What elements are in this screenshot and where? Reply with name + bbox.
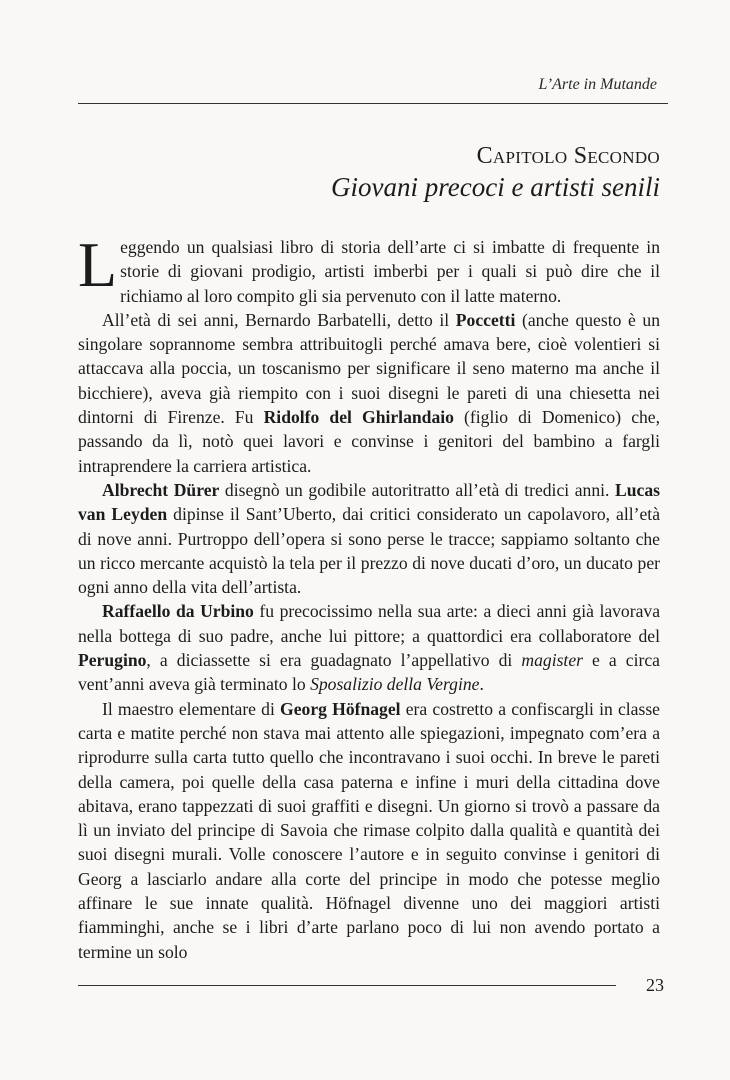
paragraph-text: fu precocissimo nella sua arte: a dieci anni già lavorava nella bottega di suo padre, anche lui pittore; a quattordici era collaboratore del bbox=[78, 601, 661, 646]
footer-rule bbox=[78, 985, 616, 986]
artist-name: Albrecht Dürer bbox=[102, 479, 220, 500]
paragraph-text: , a diciassette si era guadagnato l’appellativo di bbox=[146, 650, 522, 671]
header-rule bbox=[78, 103, 668, 104]
paragraph-text: disegnò un godibile autoritratto all’età di tredici anni. bbox=[219, 479, 616, 500]
paragraph-3 bbox=[78, 478, 660, 599]
paragraph-4 bbox=[78, 599, 660, 696]
paragraph-text: (anche questo è un singolare soprannome sembra attribuitogli perché amava bere, cioè volentieri si attaccava alla poccia, un toscanismo per significare il seno materno ma anche il bicchiere), aveva già riempito con i suoi disegni le pareti di una chiesetta nei dintorni di Firenze. Fu bbox=[78, 309, 661, 428]
artist-name: Perugino bbox=[78, 650, 147, 671]
artist-name: Georg Höfnagel bbox=[280, 698, 401, 719]
paragraph-1 bbox=[78, 229, 660, 308]
artist-name: Lucas van Leyden bbox=[78, 479, 660, 525]
body-text bbox=[78, 229, 661, 964]
paragraph-2 bbox=[78, 308, 660, 478]
drop-cap: L bbox=[78, 229, 118, 300]
chapter-number: Capitolo Secondo bbox=[476, 143, 660, 169]
paragraph-text: Il maestro elementare di bbox=[102, 698, 281, 719]
artwork-title: Sposalizio della Vergine bbox=[310, 674, 480, 695]
paragraph-text: eggendo un qualsiasi libro di storia dell’arte ci si imbatte di frequente in storie di giovani prodigio, artisti imberbi per i quali si può dire che il richiamo al loro compito gli sia pervenuto con il latte materno. bbox=[120, 237, 660, 306]
artist-name: Poccetti bbox=[455, 309, 516, 330]
chapter-title: Giovani precoci e artisti senili bbox=[331, 172, 660, 202]
paragraph-text: dipinse il Sant’Uberto, dai critici considerato un capolavoro, all’età di nove anni. Purtroppo dell’opera si sono perse le tracce; sappiamo soltanto che un ricco mercante acquistò la tela per il prezzo di nove ducati d’oro, un ducato per ogni anno della vita dell’artista. bbox=[78, 504, 661, 598]
paragraph-text: e a circa vent’anni aveva già terminato lo bbox=[78, 650, 660, 695]
italic-term: magister bbox=[521, 650, 583, 671]
paragraph-text: (figlio di Domenico) che, passando da lì, notò quei lavori e convinse i genitori del bambino a fargli intraprendere la carriera artistica. bbox=[78, 407, 661, 476]
page-number: 23 bbox=[646, 975, 664, 995]
paragraph-text: . bbox=[479, 674, 484, 695]
artist-name: Ridolfo del Ghirlandaio bbox=[263, 407, 454, 428]
artist-name: Raffaello da Urbino bbox=[102, 601, 254, 622]
paragraph-5 bbox=[78, 697, 660, 964]
paragraph-text: era costretto a confiscargli in classe carta e matite perché non stava mai attento alle spiegazioni, impegnato com’era a riprodurre sulla carta tutto quello che incontravano i suoi occhi. In breve le pareti della camera, poi quelle della casa paterna e infine i muri della cittadina dove abitava, erano tappezzati di suoi graffiti e disegni. Un giorno si trovò a passare da lì un inviato del principe di Savoia che rimase colpito dalla qualità e quantità dei suoi disegni murali. Volle conoscere l’autore e in seguito convinse i genitori di Georg a lasciarlo andare alla corte del principe in modo che potesse meglio affinare le sue innate qualità. Höfnagel divenne uno dei maggiori artisti fiamminghi, anche se i libri d’arte parlano poco di lui non avendo portato a termine un solo bbox=[78, 698, 660, 962]
paragraph-text: All’età di sei anni, Bernardo Barbatelli, detto il bbox=[102, 309, 456, 330]
running-header: L’Arte in Mutande bbox=[538, 76, 657, 93]
